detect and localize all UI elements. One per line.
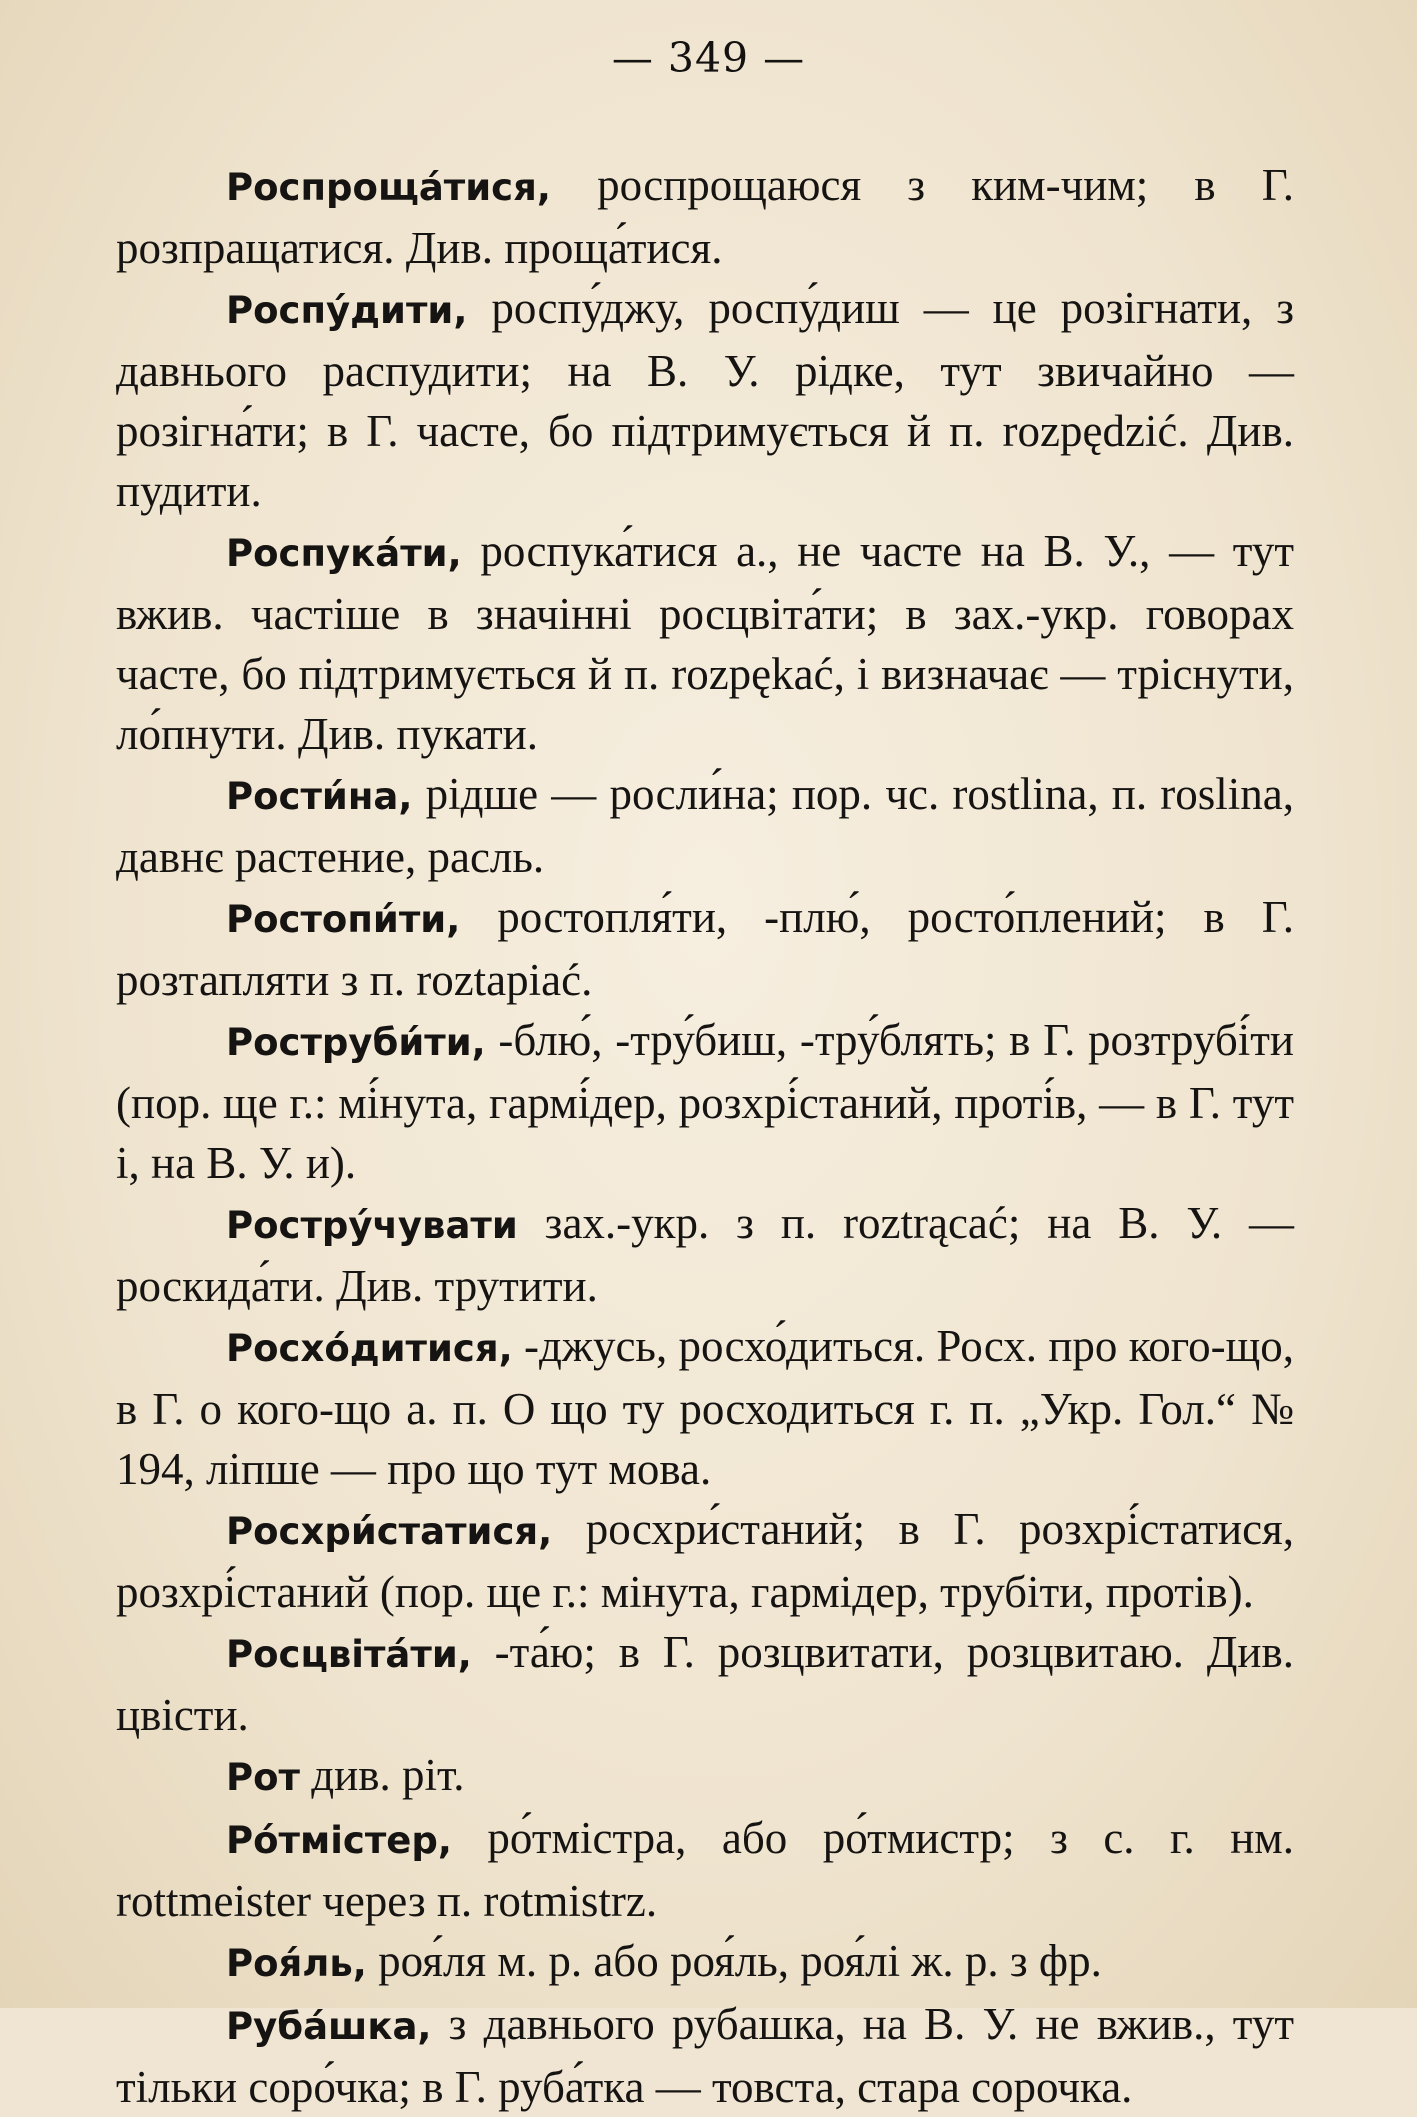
dictionary-entry	[116, 1931, 1294, 1994]
entry-text: -блю́, -тру́биш, -тру́блять; в Г. розтрубі́ти (пор. ще г.: мі́нута, гармі́дер, розхрі́станий, проті́в, — в Г. тут і, на В. У. и).	[116, 1015, 1294, 1188]
dictionary-entry	[116, 1745, 1294, 1808]
entry-text: -джусь, росхо́диться. Росх. про кого-що, в Г. о кого-що а. п. О що ту росходиться г. п. „Укр. Гол.“ № 194, ліпше — про що тут мова.	[116, 1321, 1294, 1494]
entry-text: роя́ля м. р. або роя́ль, роя́лі ж. р. з фр.	[366, 1936, 1102, 1986]
dictionary-entry	[116, 521, 1294, 764]
dictionary-entry	[116, 278, 1294, 521]
dictionary-entries	[116, 155, 1294, 2117]
entry-headword: Росхри́статися,	[226, 1510, 553, 1553]
entry-headword: Рости́на,	[226, 775, 413, 818]
dictionary-entry	[116, 1316, 1294, 1499]
entry-text: роспрощаюся з ким-чим; в Г. розпращатися. Див. проща́тися.	[116, 160, 1294, 273]
entry-text: зах.-укр. з п. roztrącać; на В. У. — роскида́ти. Див. трутити.	[116, 1198, 1294, 1311]
entry-headword: Ро́тмістер,	[226, 1819, 452, 1862]
dictionary-entry	[116, 1994, 1294, 2117]
dictionary-entry	[116, 1622, 1294, 1745]
entry-text: рідше — росли́на; пор. чс. rostlina, п. roslina, давнє растение, расль.	[116, 769, 1294, 882]
dictionary-entry	[116, 1010, 1294, 1193]
entry-headword: Росцвіта́ти,	[226, 1633, 472, 1676]
dictionary-entry	[116, 1808, 1294, 1931]
entry-text: роспука́тися а., не часте на В. У., — тут вжив. частіше в значінні росцвіта́ти; в зах.-укр. говорах часте, бо підтримується й п. rozpękać, і визначає — тріснути, ло́пнути. Див. пукати.	[116, 526, 1294, 759]
entry-headword: Роструби́ти,	[226, 1021, 486, 1064]
dictionary-entry	[116, 1193, 1294, 1316]
entry-headword: Роспроща́тися,	[226, 166, 551, 209]
entry-headword: Роспука́ти,	[226, 532, 462, 575]
page-number: — 349 —	[611, 34, 806, 82]
entry-headword: Ростопи́ти,	[226, 898, 461, 941]
entry-headword: Руба́шка,	[226, 2005, 432, 2048]
entry-headword: Рот	[226, 1756, 300, 1799]
entry-text: ро́тмістра, або ро́тмистр; з с. г. нм. rottmeister через п. rotmistrz.	[116, 1813, 1294, 1926]
dictionary-entry	[116, 887, 1294, 1010]
entry-text: -та́ю; в Г. розцвитати, розцвитаю. Див. цвісти.	[116, 1627, 1294, 1740]
entry-headword: Роспу́дити,	[226, 289, 468, 332]
entry-text: ростопля́ти, -плю́, росто́плений; в Г. розтапляти з п. roztapiać.	[116, 892, 1294, 1005]
dictionary-entry	[116, 155, 1294, 278]
dictionary-entry	[116, 764, 1294, 887]
entry-text: див. ріт.	[299, 1750, 465, 1800]
entry-headword: Росхо́дитися,	[226, 1327, 513, 1370]
entry-headword: Роя́ль,	[226, 1942, 367, 1985]
entry-text: роспу́джу, роспу́диш — це розігнати, з давнього распудити; на В. У. рідке, тут звичайно — розігна́ти; в Г. часте, бо підтримується й п. rozpędzić. Див. пудити.	[116, 283, 1294, 516]
entry-headword: Рострýчувати	[226, 1204, 518, 1247]
entry-text: з давнього рубашка, на В. У. не вжив., тут тільки соро́чка; в Г. руба́тка — товста, стара сорочка.	[116, 1999, 1294, 2112]
dictionary-entry	[116, 1499, 1294, 1622]
entry-text: росхри́станий; в Г. розхрі́статися, розхрі́станий (пор. ще г.: мінута, гармідер, трубіти, протів).	[116, 1504, 1294, 1617]
